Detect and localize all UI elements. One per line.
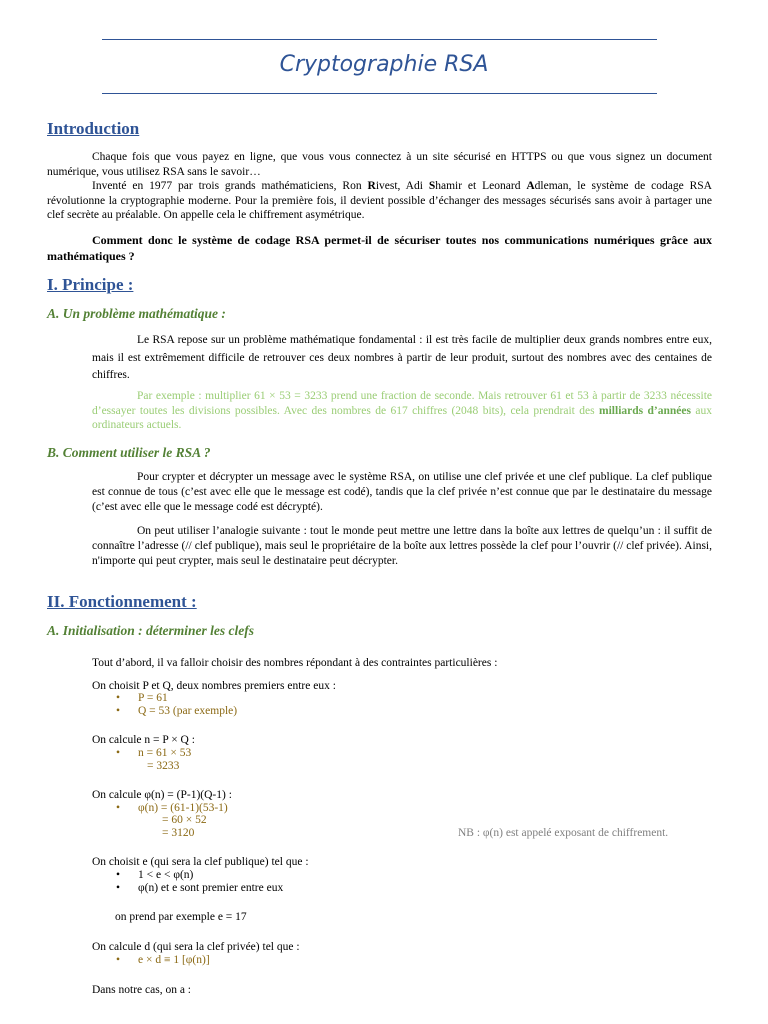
title-rule-bottom <box>102 93 657 94</box>
heading-fonctionnement: II. Fonctionnement : <box>47 592 197 611</box>
heading-principe: I. Principe : <box>47 275 134 294</box>
principe-a-example: Par exemple : multiplier 61 × 53 = 3233 prend une fraction de seconde. Mais retrouver 61 et 53 à partir de 3233 nécessite d’essayer toutes les divisions possibles. Avec des nombres de 617 chiffres (2048 bits), cela prendrait des milliards d’années aux ordinateurs actuels. <box>92 390 712 431</box>
phi-result: = 3120 <box>162 827 195 839</box>
intro-paragraph-1: Chaque fois que vous payez en ligne, que vous vous connectez à un site sécurisé en HTTPS ou que vous signez un document numérique, vous utilisez RSA sans le savoir… <box>47 151 712 178</box>
intro-paragraph-2: Inventé en 1977 par trois grands mathématiciens, Ron Rivest, Adi Shamir et Leonard Adleman, le système de codage RSA révolutionne la cryptographie moderne. Pour la première fois, il devient possible d’échanger des messages sécurisés sans avoir à partager une clef secrète au préalable. On appelle cela le chiffrement asymétrique. <box>47 180 712 221</box>
n-label: On calcule n = P × Q : <box>92 734 195 746</box>
fonct-intro: Tout d’abord, il va falloir choisir des nombres répondant à des contraintes particulières : <box>92 657 498 669</box>
intro-question: Comment donc le système de codage RSA permet-il de sécuriser toutes nos communications numériques grâce aux mathématiques ? <box>47 233 712 263</box>
heading-probleme-mathematique: A. Un problème mathématique : <box>47 306 226 321</box>
principe-b-paragraph-1: Pour crypter et décrypter un message avec le système RSA, on utilise une clef privée et une clef publique. La clef publique est connue de tous (c’est avec elle que le message est codé), tandis que la clef privée n’est connue que par le destinataire du message (c’est avec elle que le message codé est décrypté). <box>92 471 712 513</box>
d-label: On calcule d (qui sera la clef privée) tel que : <box>92 941 300 953</box>
title-rule-top <box>102 39 657 40</box>
heading-introduction: Introduction <box>47 119 140 138</box>
heading-comment-utiliser: B. Comment utiliser le RSA ? <box>47 445 211 460</box>
document-title: Cryptographie RSA <box>279 52 489 77</box>
pq-label: On choisit P et Q, deux nombres premiers entre eux : <box>92 680 336 692</box>
list-item: • Q = 53 (par exemple) <box>116 705 238 717</box>
phi-step: = 60 × 52 <box>162 814 207 826</box>
list-item: • φ(n) et e sont premier entre eux <box>116 882 284 894</box>
nb-note: NB : φ(n) est appelé exposant de chiffrement. <box>458 827 669 839</box>
list-item: • φ(n) = (61-1)(53-1) <box>116 802 228 814</box>
list-item: • 1 < e < φ(n) <box>116 869 194 881</box>
list-item: • n = 61 × 53 <box>116 747 192 759</box>
e-example: on prend par exemple e = 17 <box>115 911 247 923</box>
e-label: On choisit e (qui sera la clef publique) tel que : <box>92 856 309 868</box>
principe-a-paragraph: Le RSA repose sur un problème mathématique fondamental : il est très facile de multiplier deux grands nombres entre eux, mais il est extrêmement difficile de retrouver ces deux nombres à partir de leur produit, surtout des nombres avec des centaines de chiffres. <box>92 334 712 381</box>
list-item: • P = 61 <box>116 692 168 704</box>
phi-label: On calcule φ(n) = (P-1)(Q-1) : <box>92 789 232 801</box>
heading-initialisation: A. Initialisation : déterminer les clefs <box>47 623 255 638</box>
list-item: • e × d ≡ 1 [φ(n)] <box>116 954 210 966</box>
principe-b-paragraph-2: On peut utiliser l’analogie suivante : tout le monde peut mettre une lettre dans la boîte aux lettres de quelqu’un : il suffit de connaître l’adresse (// clef publique), mais seul le propriétaire de la boîte aux lettres possède la clef pour l’ouvrir (// clef privée). Ainsi, n'importe qui peut crypter, mais seul le destinataire peut décrypter. <box>92 525 712 567</box>
last-line: Dans notre cas, on a : <box>92 984 191 996</box>
n-result: = 3233 <box>147 760 180 772</box>
